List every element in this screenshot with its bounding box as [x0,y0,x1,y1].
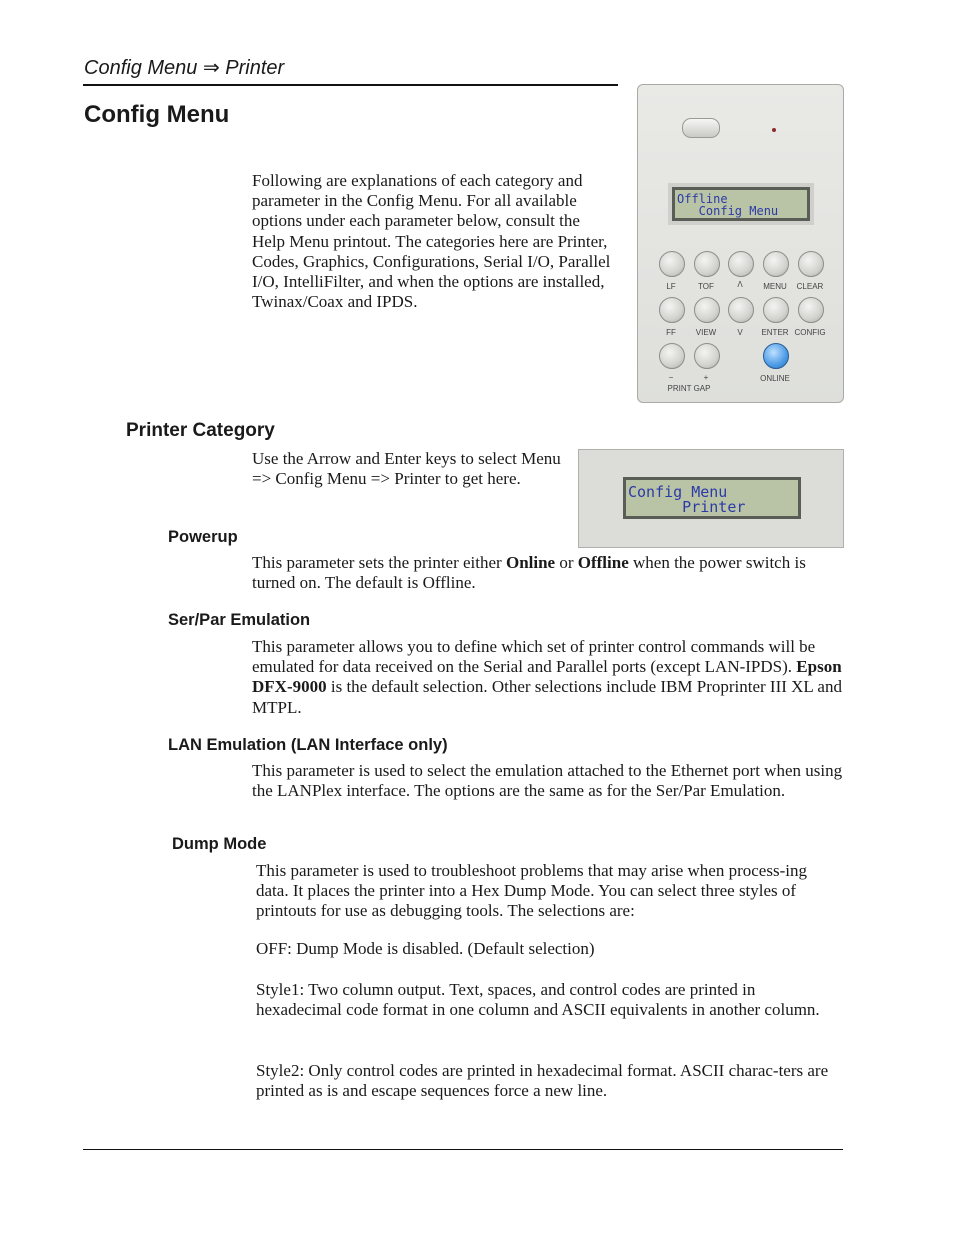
view-button [694,297,720,323]
printer-category-paragraph: Use the Arrow and Enter keys to select Menu => Config Menu => Printer to get here. [252,449,561,489]
panel-lcd-display [672,187,810,221]
tof-button [694,251,720,277]
tof-label: TOF [698,282,714,291]
ff-button [659,297,685,323]
ff-label: FF [666,328,676,337]
printer-lcd-line2: Printer [628,498,746,516]
config-label: CONFIG [794,328,826,337]
minus-label: − [668,373,674,382]
serpar-emulation-heading: Ser/Par Emulation [168,611,311,629]
enter-label: ENTER [761,328,789,337]
dump-mode-off-option: OFF: Dump Mode is disabled. (Default selection) [256,939,595,958]
up-button [728,251,754,277]
clear-button [798,251,824,277]
powerup-paragraph [252,553,844,593]
lf-label: LF [666,282,676,291]
panel-lcd-line1: Offline [677,192,728,206]
lf-button [659,251,685,277]
panel-led-icon [772,128,776,132]
breadcrumb: Config Menu ⇒ Printer [84,57,285,79]
menu-button [763,251,789,277]
powerup-online-term: Online [505,553,556,572]
printer-category-heading: Printer Category [126,420,275,441]
up-label: Λ [737,280,743,289]
plus-label: + [703,373,709,382]
printer-lcd-image [578,449,844,548]
powerup-offline-term: Offline [577,553,629,572]
powerup-text-a: This parameter sets the printer either [252,553,506,572]
print-gap-label: PRINT GAP [667,384,711,393]
serpar-text-b: is the default selection. Other selections include IBM Proprinter III XL and MTPL. [252,677,842,717]
lan-emulation-paragraph: This parameter is used to select the emulation attached to the Ethernet port when using the LANPlex interface. The options are the same as for the Ser/Par Emulation. [252,761,843,801]
enter-button [763,297,789,323]
top-divider [83,84,618,86]
online-button [763,343,789,369]
clear-label: CLEAR [796,282,824,291]
down-label: V [737,328,743,337]
dump-mode-style1-option: Style1: Two column output. Text, spaces, and control codes are printed in hexadecimal code format in one column and ASCII equivalents in another column. [256,980,820,1020]
minus-button [659,343,685,369]
page-title: Config Menu [84,101,230,128]
control-panel-image [637,84,844,403]
printer-lcd-line1: Config Menu [628,483,728,501]
dump-mode-heading: Dump Mode [172,835,267,853]
panel-top-button [682,118,720,138]
powerup-heading: Powerup [168,528,238,546]
printer-lcd-display [623,477,801,519]
config-button [798,297,824,323]
dump-mode-style2-option: Style2: Only control codes are printed in hexadecimal format. ASCII charac-ters are printed as is and escape sequences force a new line. [256,1061,829,1101]
serpar-default-term: Epson DFX-9000 [252,657,842,697]
view-label: VIEW [695,328,717,337]
powerup-text-c: when the power switch is turned on. The default is Offline. [252,553,806,593]
panel-lcd-line2: Config Menu [677,204,779,218]
intro-paragraph: Following are explanations of each category and parameter in the Config Menu. For all available options under each parameter below, consult the Help Menu printout. The categories here are Printer, Codes, Graphics, Configurations, Serial I/O, Parallel I/O, IntelliFilter, and when the options are installed, Twinax/Coax and IPDS. [252,171,611,312]
powerup-text-b: or [555,553,578,572]
bottom-divider [83,1149,843,1150]
lan-emulation-heading: LAN Emulation (LAN Interface only) [168,736,448,754]
menu-label: MENU [763,282,787,291]
plus-button [694,343,720,369]
serpar-text-a: This parameter allows you to define which set of printer control commands will be emulated for data received on the Serial and Parallel ports (except LAN-IPDS). [252,637,816,677]
serpar-emulation-paragraph [252,637,844,718]
dump-mode-paragraph: This parameter is used to troubleshoot problems that may arise when process-ing data. It places the printer into a Hex Dump Mode. You can select three styles of printouts for use as debugging tools. The selections are: [256,861,807,921]
down-button [728,297,754,323]
online-label: ONLINE [760,374,790,383]
